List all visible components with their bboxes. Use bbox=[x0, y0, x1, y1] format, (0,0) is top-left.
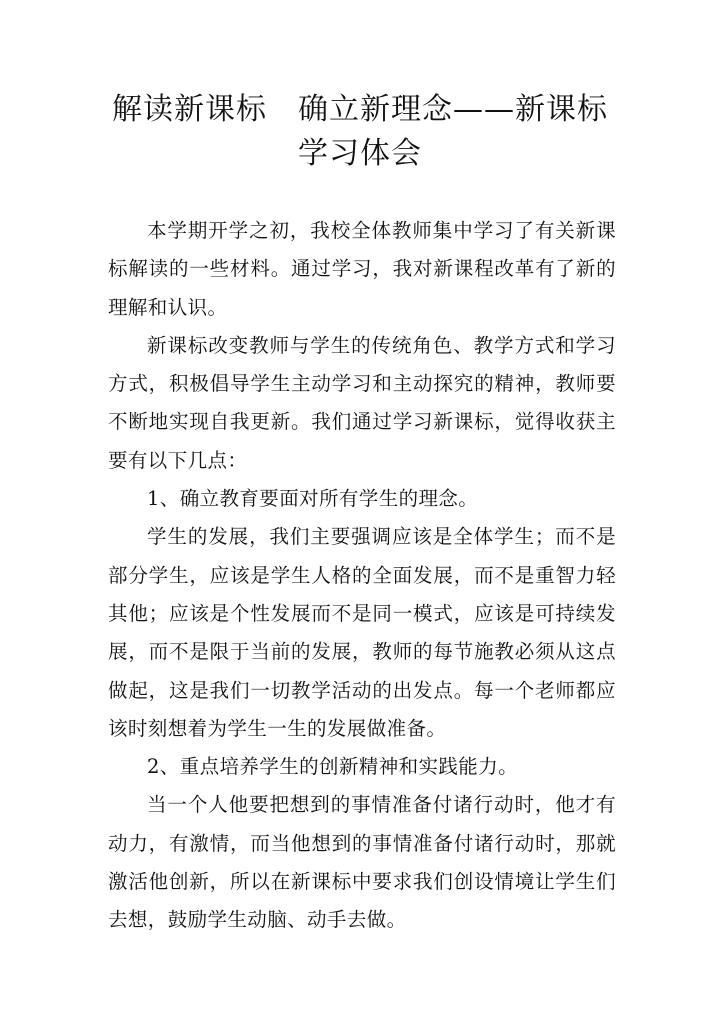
point-1-body: 学生的发展，我们主要强调应该是全体学生；而不是部分学生，应该是学生人格的全面发展，而不是重智力轻其他；应该是个性发展而不是同一模式，应该是可持续发展，而不是限于当前的发展，教师的每节施教必须从这点做起，这是我们一切教学活动的出发点。每一个老师都应该时刻想着为学生一生的发展做准备。 bbox=[108, 525, 616, 740]
document-body bbox=[108, 212, 616, 940]
point-2-heading: 2、重点培养学生的创新精神和实践能力。 bbox=[147, 755, 519, 779]
paragraph-intro: 本学期开学之初，我校全体教师集中学习了有关新课标解读的一些材料。通过学习，我对新课程改革有了新的理解和认识。 bbox=[108, 219, 616, 319]
document-title: 解读新课标 确立新理念——新课标学习体会 bbox=[112, 92, 608, 171]
paragraph-overview: 新课标改变教师与学生的传统角色、教学方式和学习方式，积极倡导学生主动学习和主动探究的精神，教师要不断地实现自我更新。我们通过学习新课标，觉得收获主要有以下几点： bbox=[108, 333, 616, 472]
point-1-heading: 1、确立教育要面对所有学生的理念。 bbox=[147, 487, 479, 511]
point-2-body: 当一个人他要把想到的事情准备付诸行动时，他才有动力，有激情，而当他想到的事情准备付诸行动时，那就激活他创新，所以在新课标中要求我们创设情境让学生们去想，鼓励学生动脑、动手去做。 bbox=[108, 793, 616, 932]
